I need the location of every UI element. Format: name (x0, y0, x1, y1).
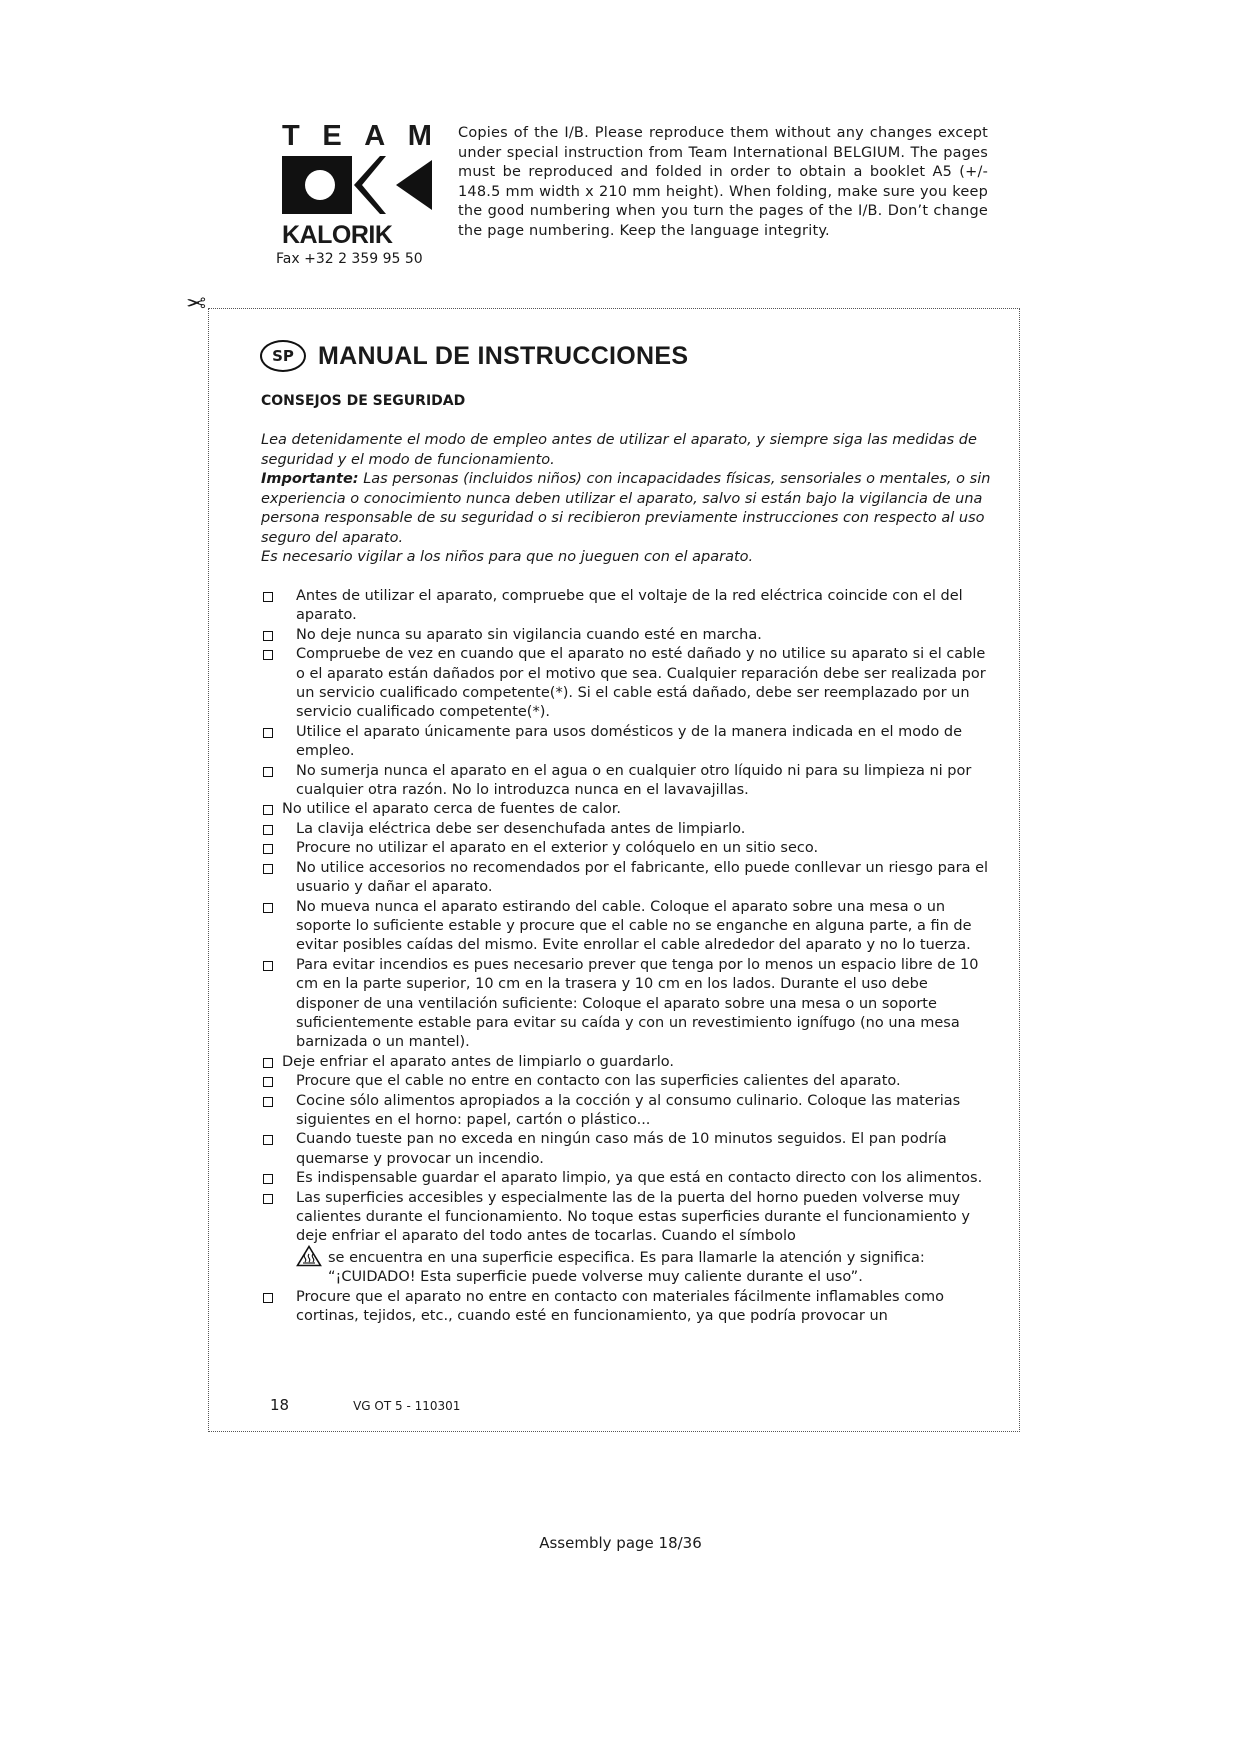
checkbox-bullet-icon (263, 592, 273, 602)
list-item (260, 626, 994, 645)
list-item-text: Compruebe de vez en cuando que el aparato no esté dañado y no utilice su aparato si el cable o el aparato están dañados por el motivo que sea. Cualquier reparación debe ser realizada por un servicio cualificado competente(*). Si el cable está dañado, debe ser reemplazado por un servicio cualificado competente(*). (296, 646, 986, 721)
list-item (260, 645, 994, 723)
language-badge: SP (260, 340, 306, 372)
intro-paragraph: Lea detenidamente el modo de empleo antes de utilizar el aparato, y siempre siga las medidas de seguridad y el modo de funcionamiento. (261, 432, 977, 468)
important-label: Importante: (261, 471, 359, 487)
list-item-text: Procure que el cable no entre en contacto con las superficies calientes del aparato. (296, 1073, 901, 1090)
hot-surface-text: se encuentra en una superficie especifica. Es para llamarle la atención y significa: “¡CUIDADO! Esta superficie puede volverse muy caliente durante el uso”. (328, 1249, 925, 1286)
list-item (260, 1053, 994, 1072)
checkbox-bullet-icon (263, 1058, 273, 1068)
assembly-page-label: Assembly page 18/36 (539, 1534, 702, 1552)
section-heading: CONSEJOS DE SEGURIDAD (261, 393, 466, 409)
list-item-text: No utilice accesorios no recomendados por el fabricante, ello puede conllevar un riesgo para el usuario y dañar el aparato. (296, 859, 989, 896)
list-item-text: Para evitar incendios es pues necesario prever que tenga por lo menos un espacio libre de 10 cm en la parte superior, 10 cm en la trasera y 10 cm en los lados. Durante el uso debe disponer de una ventilación suficiente: Coloque el aparato sobre una mesa o un soporte suficientemente estable para evitar su caída y con un revestimiento ignífugo (no una mesa barnizada o un mantel). (296, 956, 979, 1051)
fax-number: Fax +32 2 359 95 50 (276, 251, 423, 267)
kalorik-emblem-icon (282, 156, 432, 214)
logo-letter: A (364, 120, 386, 152)
checkbox-bullet-icon (263, 825, 273, 835)
list-item-text: No mueva nunca el aparato estirando del cable. Coloque el aparato sobre una mesa o un soporte lo suficiente estable y procure que el cable no se enganche en alguna parte, a fin de evitar posibles caídas del mismo. Evite enrollar el cable alrededor del aparato y no lo tuerza. (296, 898, 972, 954)
page-number: 18 (270, 1396, 290, 1414)
checkbox-bullet-icon (263, 728, 273, 738)
print-instructions: Copies of the I/B. Please reproduce them without any changes except under special instruction from Team International BELGIUM. The pages must be reproduced and folded in order to obtain a booklet A5 (+/- 148.5 mm width x 210 mm height). When folding, make sure you keep the good numbering when you turn the pages of the I/B. Don’t change the page numbering. Keep the language integrity. (458, 125, 988, 239)
page-footer (270, 1396, 460, 1414)
list-item (260, 587, 994, 626)
logo-brand: KALORIK (282, 221, 393, 249)
logo-letter: M (407, 120, 432, 152)
list-item-text: Cocine sólo alimentos apropiados a la cocción y al consumo culinario. Coloque las materias siguientes en el horno: papel, cartón o plástico... (296, 1092, 961, 1128)
list-item (260, 898, 994, 956)
checkbox-bullet-icon (263, 903, 273, 913)
logo-letter: E (322, 120, 342, 152)
scissors-icon: ✂ (186, 288, 207, 316)
list-item (260, 820, 994, 839)
checkbox-bullet-icon (263, 1097, 273, 1107)
page-title: MANUAL DE INSTRUCCIONES (318, 341, 689, 370)
list-item (260, 956, 994, 1053)
list-item (260, 1288, 994, 1327)
intro-text (261, 431, 991, 568)
checkbox-bullet-icon (263, 767, 273, 777)
list-item (260, 800, 994, 819)
list-item (260, 859, 994, 898)
checkbox-bullet-icon (263, 1293, 273, 1303)
list-item-text: No utilice el aparato cerca de fuentes de calor. (282, 801, 621, 818)
checkbox-bullet-icon (263, 961, 273, 971)
team-kalorik-logo (282, 120, 432, 250)
children-paragraph: Es necesario vigilar a los niños para que no jueguen con el aparato. (261, 549, 754, 565)
list-item (260, 1169, 994, 1188)
checkbox-bullet-icon (263, 1077, 273, 1087)
manual-title (260, 340, 688, 372)
list-item (260, 762, 994, 801)
important-text: Las personas (incluidos niños) con incapacidades físicas, sensoriales o mentales, o sin experiencia o conocimiento nunca deben utilizar el aparato, salvo si están bajo la vigilancia de una persona responsable de su seguridad o si recibieron previamente instrucciones con respecto al uso seguro del aparato. (261, 471, 991, 546)
list-item (260, 1072, 994, 1091)
checkbox-bullet-icon (263, 631, 273, 641)
important-paragraph (261, 470, 991, 548)
list-item (260, 1189, 994, 1247)
list-item-text: Antes de utilizar el aparato, compruebe que el voltaje de la red eléctrica coincide con el del aparato. (296, 588, 963, 624)
list-item-text: Deje enfriar el aparato antes de limpiarlo o guardarlo. (282, 1053, 674, 1070)
logo-team-wordmark (282, 120, 432, 152)
model-code: VG OT 5 - 110301 (353, 1399, 461, 1413)
checkbox-bullet-icon (263, 1194, 273, 1204)
checkbox-bullet-icon (263, 864, 273, 874)
list-item (260, 1130, 994, 1169)
list-item-text: La clavija eléctrica debe ser desenchufada antes de limpiarlo. (296, 820, 746, 837)
list-item-text: No deje nunca su aparato sin vigilancia cuando esté en marcha. (296, 626, 762, 643)
list-item (260, 723, 994, 762)
checkbox-bullet-icon (263, 805, 273, 815)
list-item-text: Es indispensable guardar el aparato limpio, ya que está en contacto directo con los alimentos. (296, 1170, 983, 1187)
safety-list (260, 587, 994, 1326)
list-item-text: Procure que el aparato no entre en contacto con materiales fácilmente inflamables como cortinas, tejidos, etc., cuando esté en funcionamiento, ya que podría provocar un (296, 1288, 945, 1325)
list-item (260, 1092, 994, 1131)
logo-letter: T (282, 120, 300, 152)
list-item-text: Procure no utilizar el aparato en el exterior y colóquelo en un sitio seco. (296, 840, 819, 857)
list-item-text: Cuando tueste pan no exceda en ningún caso más de 10 minutos seguidos. El pan podría quemarse y provocar un incendio. (296, 1131, 947, 1167)
checkbox-bullet-icon (263, 650, 273, 660)
hot-surface-note (260, 1249, 994, 1288)
list-item (260, 839, 994, 858)
hot-surface-warning-icon (296, 1245, 322, 1267)
list-item-text: Utilice el aparato únicamente para usos domésticos y de la manera indicada en el modo de empleo. (296, 723, 962, 760)
checkbox-bullet-icon (263, 1135, 273, 1145)
checkbox-bullet-icon (263, 844, 273, 854)
list-item-text: No sumerja nunca el aparato en el agua o en cualquier otro líquido ni para su limpieza ni por cualquier otra razón. No lo introduzca nunca en el lavavajillas. (296, 762, 972, 799)
list-item-text: Las superficies accesibles y especialmente las de la puerta del horno pueden volverse muy calientes durante el funcionamiento. No toque estas superficies durante el funcionamiento y deje enfriar el aparato del todo antes de tocarlas. Cuando el símbolo (296, 1189, 970, 1245)
checkbox-bullet-icon (263, 1174, 273, 1184)
